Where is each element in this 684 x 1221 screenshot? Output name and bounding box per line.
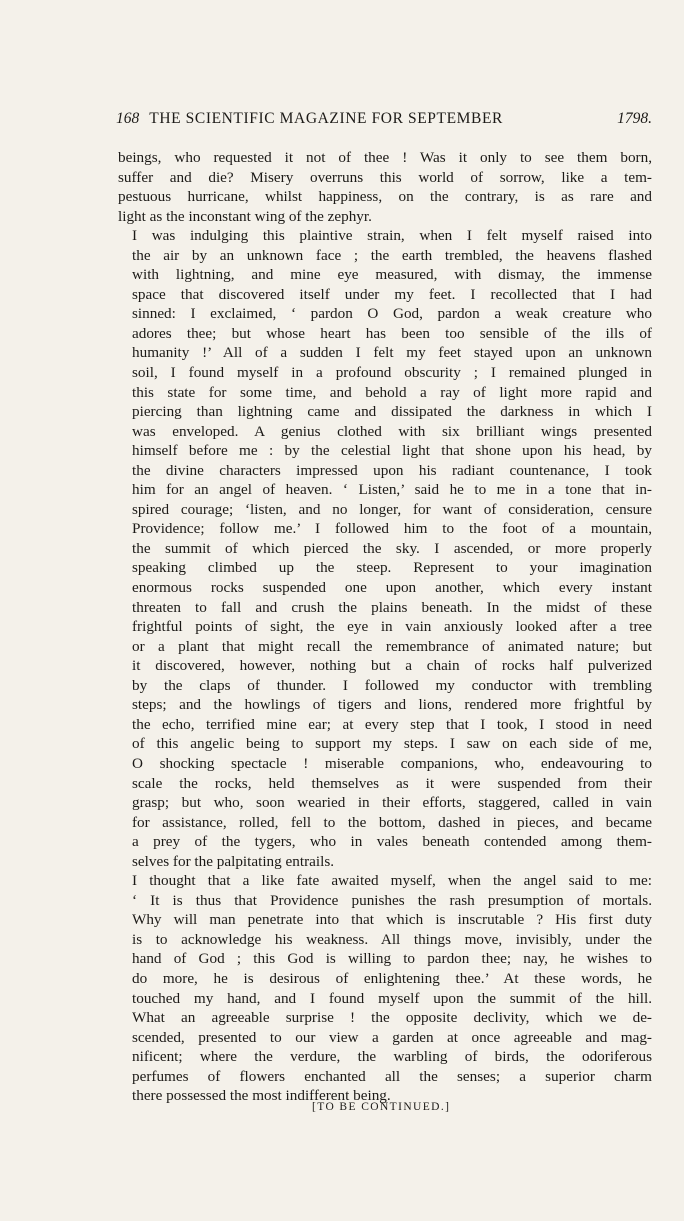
text-line: steps; and the howlings of tigers and lions, rendered more frightful by [132,696,652,714]
text-line: light as the inconstant wing of the zephyr. [118,207,372,225]
text-line: himself before me : by the celestial light that shone upon his head, by [132,442,652,460]
text-line: the echo, terrified mine ear; at every step that I took, I stood in need [132,715,652,733]
text-line: humanity !’ All of a sudden I felt my feet stayed upon an unknown [132,344,652,362]
text-line: hand of God ; this God is willing to pardon thee; nay, he wishes to [132,950,652,968]
text-line: piercing than lightning came and dissipated the darkness in which I [132,403,652,421]
text-line: suffer and die? Misery overruns this world of sorrow, like a tem- [118,168,652,186]
text-line: spired courage; ‘listen, and no longer, for want of consideration, censure [132,500,652,518]
text-line: nificent; where the verdure, the warbling of birds, the odoriferous [132,1048,652,1066]
text-line: beings, who requested it not of thee ! Was it only to see them born, [118,149,652,166]
text-line: the summit of which pierced the sky. I ascended, or more properly [132,539,652,557]
text-line: Why will man penetrate into that which is inscrutable ? His first duty [132,911,652,929]
text-line: speaking climbed up the steep. Represent to your imagination [132,559,652,577]
text-line: is to acknowledge his weakness. All things move, invisibly, under the [132,930,652,948]
text-line: frightful points of sight, the eye in vain anxiously looked after a tree [132,618,652,636]
text-line: touched my hand, and I found myself upon the summit of the hill. [132,989,652,1007]
text-line: threaten to fall and crush the plains beneath. In the midst of these [132,598,652,616]
text-line: a prey of the tygers, who in vales beneath contended among them- [132,833,652,851]
text-line: by the claps of thunder. I followed my conductor with trembling [132,676,652,694]
text-line: What an agreeable surprise ! the opposite declivity, which we de- [132,1009,652,1027]
text-line: Providence; follow me.’ I followed him to the foot of a mountain, [132,520,652,538]
text-line: perfumes of flowers enchanted all the senses; a superior charm [132,1067,652,1085]
text-line: of this angelic being to support my steps. I saw on each side of me, [132,735,652,753]
text-line: scended, presented to our view a garden at once agreeable and mag- [132,1028,652,1046]
page-number: 168 [116,110,140,127]
text-line: adores thee; but whose heart has been too sensible of the ills of [132,324,652,342]
text-line: the air by an unknown face ; the earth trembled, the heavens flashed [132,246,652,264]
running-title: THE SCIENTIFIC MAGAZINE FOR SEPTEMBER [149,110,503,127]
text-line: him for an angel of heaven. ‘ Listen,’ said he to me in a tone that in- [132,481,652,499]
running-head [116,110,652,128]
text-line: sinned: I exclaimed, ‘ pardon O God, pardon a weak creature who [132,305,652,323]
text-line: selves for the palpitating entrails. [132,852,335,870]
text-line: soil, I found myself in a profound obscurity ; I remained plunged in [132,364,652,382]
text-line: space that discovered itself under my feet. I recollected that I had [132,285,652,303]
text-line: scale the rocks, held themselves as it were suspended from their [132,774,652,792]
text-line: it discovered, however, nothing but a chain of rocks half pulverized [132,657,652,675]
text-line: for assistance, rolled, fell to the bottom, dashed in pieces, and became [132,813,652,831]
text-line: grasp; but who, soon wearied in their efforts, staggered, called in vain [132,794,652,812]
text-line: was enveloped. A genius clothed with six brilliant wings presented [132,422,652,440]
text-line: or a plant that might recall the remembrance of animated nature; but [132,637,652,655]
text-line: pestuous hurricane, whilst happiness, on the contrary, is as rare and [118,188,652,206]
text-line: ‘ It is thus that Providence punishes the rash presumption of mortals. [132,891,652,909]
text-line: O shocking spectacle ! miserable companions, who, endeavouring to [132,754,652,772]
text-line: this state for some time, and behold a ray of light more rapid and [132,383,652,401]
to-be-continued-note: [TO BE CONTINUED.] [312,1101,451,1113]
text-line: I thought that a like fate awaited myself, when the angel said to me: [132,872,652,890]
paragraph-2 [118,226,652,871]
text-line: do more, he is desirous of enlightening thee.’ At these words, he [132,969,652,987]
text-line: enormous rocks suspended one upon another, which every instant [132,579,652,597]
text-line: I was indulging this plaintive strain, when I felt myself raised into [132,227,652,245]
text-line: with lightning, and mine eye measured, with dismay, the immense [132,266,652,284]
text-line: there possessed the most indifferent being. [132,1087,391,1105]
running-year: 1798. [617,110,652,127]
text-line: the divine characters impressed upon his radiant countenance, I took [132,461,652,479]
article-body [118,148,652,1106]
paragraph-3 [118,871,652,1106]
paragraph-1 [118,148,652,226]
